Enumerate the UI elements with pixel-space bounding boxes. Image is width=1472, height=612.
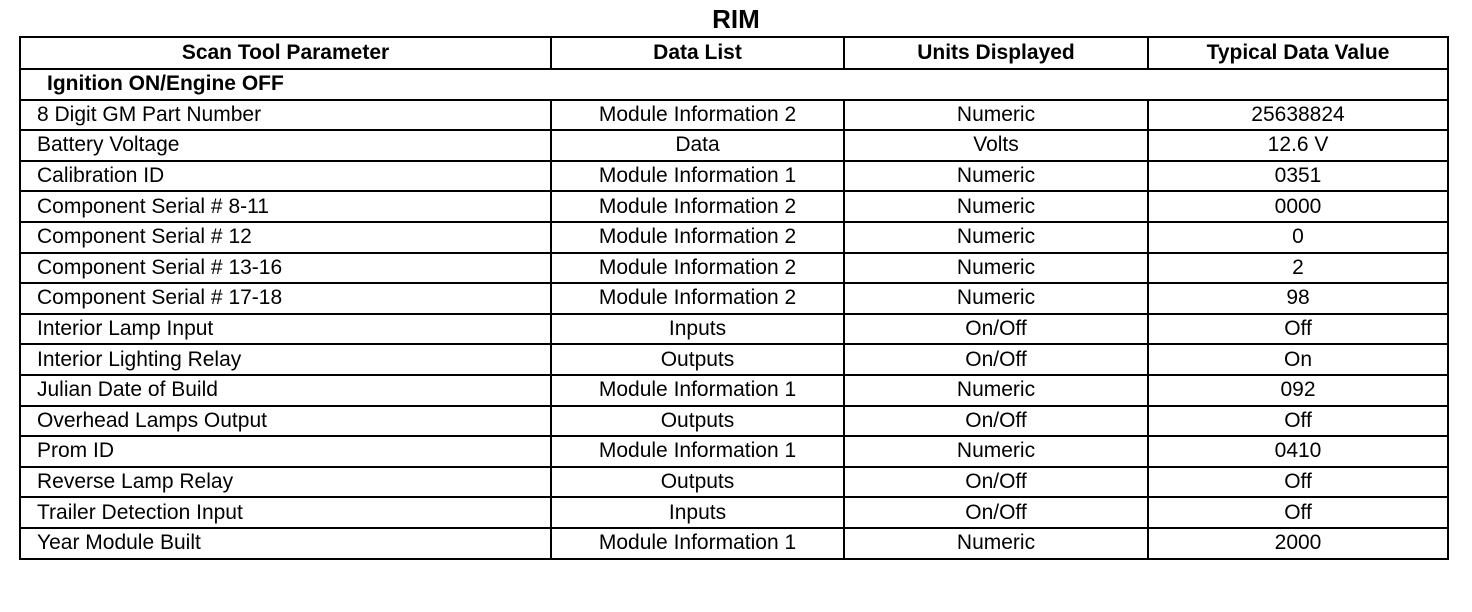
data-list-cell: Module Information 1 xyxy=(551,161,844,192)
table-row xyxy=(20,100,1448,131)
header-scan-tool-parameter: Scan Tool Parameter xyxy=(20,37,551,69)
units-cell: Numeric xyxy=(844,375,1148,406)
parameter-cell: Battery Voltage xyxy=(20,130,551,161)
data-list-cell: Module Information 1 xyxy=(551,528,844,559)
units-cell: Numeric xyxy=(844,191,1148,222)
typical-value-cell: 12.6 V xyxy=(1148,130,1448,161)
parameter-cell: Reverse Lamp Relay xyxy=(20,467,551,498)
header-units-displayed: Units Displayed xyxy=(844,37,1148,69)
data-list-cell: Module Information 2 xyxy=(551,191,844,222)
typical-value-cell: 092 xyxy=(1148,375,1448,406)
table-row xyxy=(20,406,1448,437)
units-cell: On/Off xyxy=(844,314,1148,345)
typical-value-cell: On xyxy=(1148,344,1448,375)
units-cell: Numeric xyxy=(844,283,1148,314)
table-row xyxy=(20,375,1448,406)
table-row xyxy=(20,191,1448,222)
table-row xyxy=(20,528,1448,559)
parameter-cell: Overhead Lamps Output xyxy=(20,406,551,437)
table-row xyxy=(20,253,1448,284)
units-cell: Numeric xyxy=(844,436,1148,467)
typical-value-cell: 0410 xyxy=(1148,436,1448,467)
data-list-cell: Module Information 2 xyxy=(551,100,844,131)
parameter-cell: Component Serial # 8-11 xyxy=(20,191,551,222)
data-list-cell: Outputs xyxy=(551,344,844,375)
parameter-cell: Interior Lamp Input xyxy=(20,314,551,345)
table-row xyxy=(20,314,1448,345)
units-cell: Numeric xyxy=(844,253,1148,284)
parameter-cell: Component Serial # 13-16 xyxy=(20,253,551,284)
typical-value-cell: 2 xyxy=(1148,253,1448,284)
data-list-cell: Module Information 1 xyxy=(551,436,844,467)
typical-value-cell: 0 xyxy=(1148,222,1448,253)
table-row xyxy=(20,161,1448,192)
parameter-cell: Prom ID xyxy=(20,436,551,467)
data-list-cell: Module Information 2 xyxy=(551,222,844,253)
parameter-cell: Trailer Detection Input xyxy=(20,497,551,528)
table-row xyxy=(20,497,1448,528)
typical-value-cell: Off xyxy=(1148,497,1448,528)
data-list-cell: Outputs xyxy=(551,406,844,437)
data-list-cell: Inputs xyxy=(551,314,844,345)
units-cell: Volts xyxy=(844,130,1148,161)
table-row xyxy=(20,222,1448,253)
parameter-cell: Julian Date of Build xyxy=(20,375,551,406)
units-cell: Numeric xyxy=(844,528,1148,559)
data-list-cell: Module Information 2 xyxy=(551,283,844,314)
header-data-list: Data List xyxy=(551,37,844,69)
table-title: RIM xyxy=(712,4,760,34)
table-row xyxy=(20,467,1448,498)
typical-value-cell: 25638824 xyxy=(1148,100,1448,131)
data-list-cell: Inputs xyxy=(551,497,844,528)
section-label: Ignition ON/Engine OFF xyxy=(20,69,1448,100)
section-row xyxy=(20,69,1448,100)
parameter-cell: Component Serial # 12 xyxy=(20,222,551,253)
typical-value-cell: 0351 xyxy=(1148,161,1448,192)
rim-data-table xyxy=(19,36,1449,560)
typical-value-cell: Off xyxy=(1148,467,1448,498)
typical-value-cell: 0000 xyxy=(1148,191,1448,222)
table-row xyxy=(20,130,1448,161)
typical-value-cell: 2000 xyxy=(1148,528,1448,559)
data-list-cell: Outputs xyxy=(551,467,844,498)
header-row xyxy=(20,37,1448,69)
parameter-cell: Year Module Built xyxy=(20,528,551,559)
table-row xyxy=(20,436,1448,467)
units-cell: Numeric xyxy=(844,222,1148,253)
parameter-cell: Component Serial # 17-18 xyxy=(20,283,551,314)
typical-value-cell: Off xyxy=(1148,314,1448,345)
table-row xyxy=(20,344,1448,375)
typical-value-cell: Off xyxy=(1148,406,1448,437)
data-list-cell: Module Information 2 xyxy=(551,253,844,284)
typical-value-cell: 98 xyxy=(1148,283,1448,314)
units-cell: On/Off xyxy=(844,344,1148,375)
units-cell: On/Off xyxy=(844,406,1148,437)
units-cell: Numeric xyxy=(844,161,1148,192)
parameter-cell: 8 Digit GM Part Number xyxy=(20,100,551,131)
header-typical-data-value: Typical Data Value xyxy=(1148,37,1448,69)
units-cell: Numeric xyxy=(844,100,1148,131)
table-row xyxy=(20,283,1448,314)
data-list-cell: Data xyxy=(551,130,844,161)
parameter-cell: Interior Lighting Relay xyxy=(20,344,551,375)
parameter-cell: Calibration ID xyxy=(20,161,551,192)
units-cell: On/Off xyxy=(844,467,1148,498)
data-list-cell: Module Information 1 xyxy=(551,375,844,406)
units-cell: On/Off xyxy=(844,497,1148,528)
